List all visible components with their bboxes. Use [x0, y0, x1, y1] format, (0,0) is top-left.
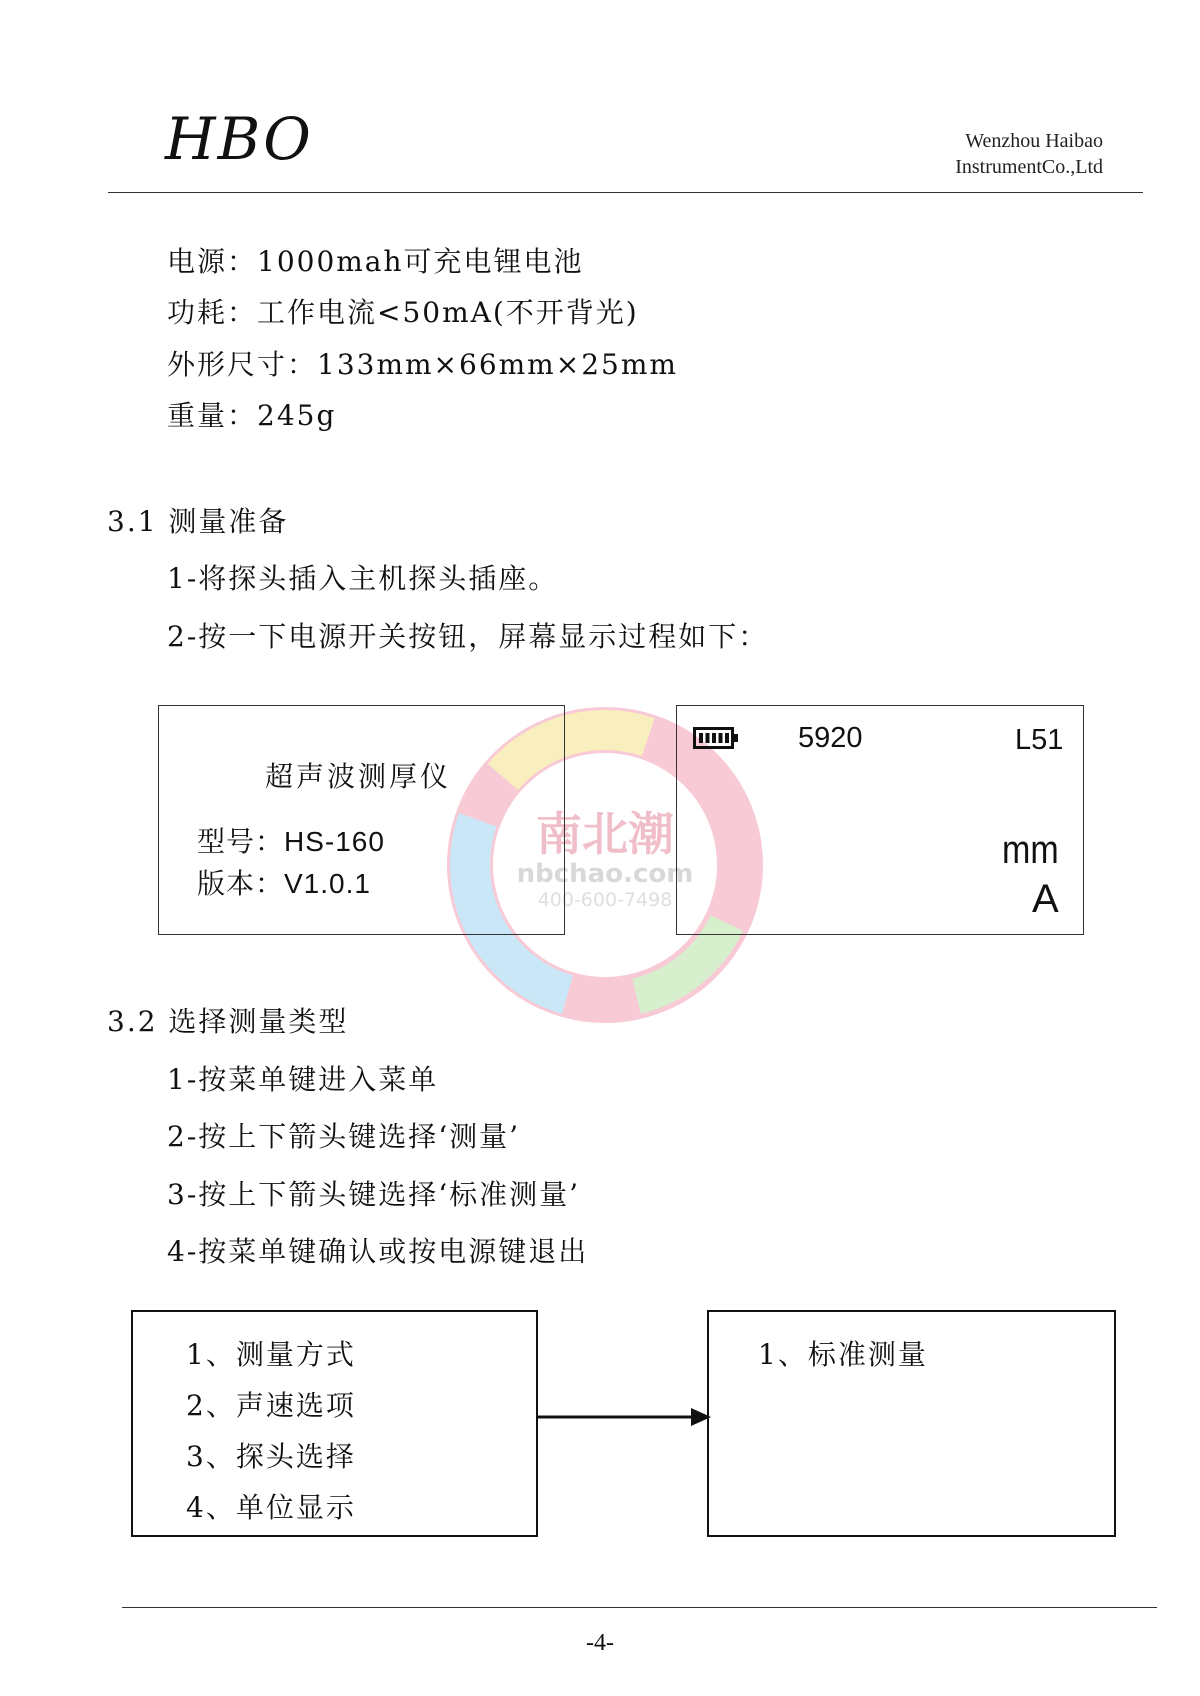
company-name-line1: Wenzhou Haibao: [965, 130, 1103, 152]
startup-screen-title: 超声波测厚仪: [265, 761, 452, 792]
section-3-2-step-4: 4-按菜单键确认或按电源键退出: [167, 1235, 589, 1268]
spec-dimensions: 外形尺寸：133mm×66mm×25mm: [167, 348, 678, 381]
company-logo: HBO: [165, 105, 313, 173]
mode-readout: A: [1032, 877, 1059, 921]
spec-power: 电源：1000mah可充电锂电池: [167, 245, 584, 278]
startup-screen-model: 型号：HS-160: [197, 826, 385, 857]
unit-readout: mm: [1002, 828, 1059, 872]
menu-item-velocity-option: 2、声速选项: [186, 1389, 356, 1422]
section-3-2-step-1: 1-按菜单键进入菜单: [167, 1063, 439, 1096]
velocity-readout: 5920: [798, 722, 863, 754]
footer-divider: [122, 1607, 1157, 1608]
section-3-2-title: 3.2 选择测量类型: [107, 1005, 349, 1038]
probe-readout: L51: [1015, 724, 1064, 756]
section-3-1-step-1: 1-将探头插入主机探头插座。: [167, 562, 559, 595]
spec-consumption: 功耗：工作电流<50mA(不开背光): [167, 296, 639, 329]
section-3-2-step-3: 3-按上下箭头键选择‘标准测量’: [167, 1178, 581, 1211]
submenu-item-standard-measure: 1、标准测量: [758, 1338, 928, 1371]
menu-item-measure-mode: 1、测量方式: [186, 1338, 356, 1371]
startup-screen-version: 版本：V1.0.1: [197, 868, 371, 899]
section-3-2-step-2: 2-按上下箭头键选择‘测量’: [167, 1120, 521, 1153]
menu-item-probe-select: 3、探头选择: [186, 1440, 356, 1473]
flow-arrow: [537, 1402, 712, 1432]
watermark-brand-cn: 南北潮: [536, 807, 674, 861]
watermark-brand-en: nbchao.com: [516, 859, 694, 889]
page-number: -4-: [586, 1630, 614, 1656]
company-name-line2: InstrumentCo.,Ltd: [955, 156, 1103, 178]
battery-icon: [693, 726, 739, 750]
company-name: [955, 128, 1103, 180]
menu-item-unit-display: 4、单位显示: [186, 1491, 356, 1524]
watermark-phone: 400-600-7498: [537, 889, 673, 911]
section-3-1-step-2: 2-按一下电源开关按钮，屏幕显示过程如下：: [167, 620, 769, 653]
header-divider: [108, 192, 1143, 193]
spec-weight: 重量：245g: [167, 399, 337, 432]
section-3-1-title: 3.1 测量准备: [107, 505, 289, 538]
